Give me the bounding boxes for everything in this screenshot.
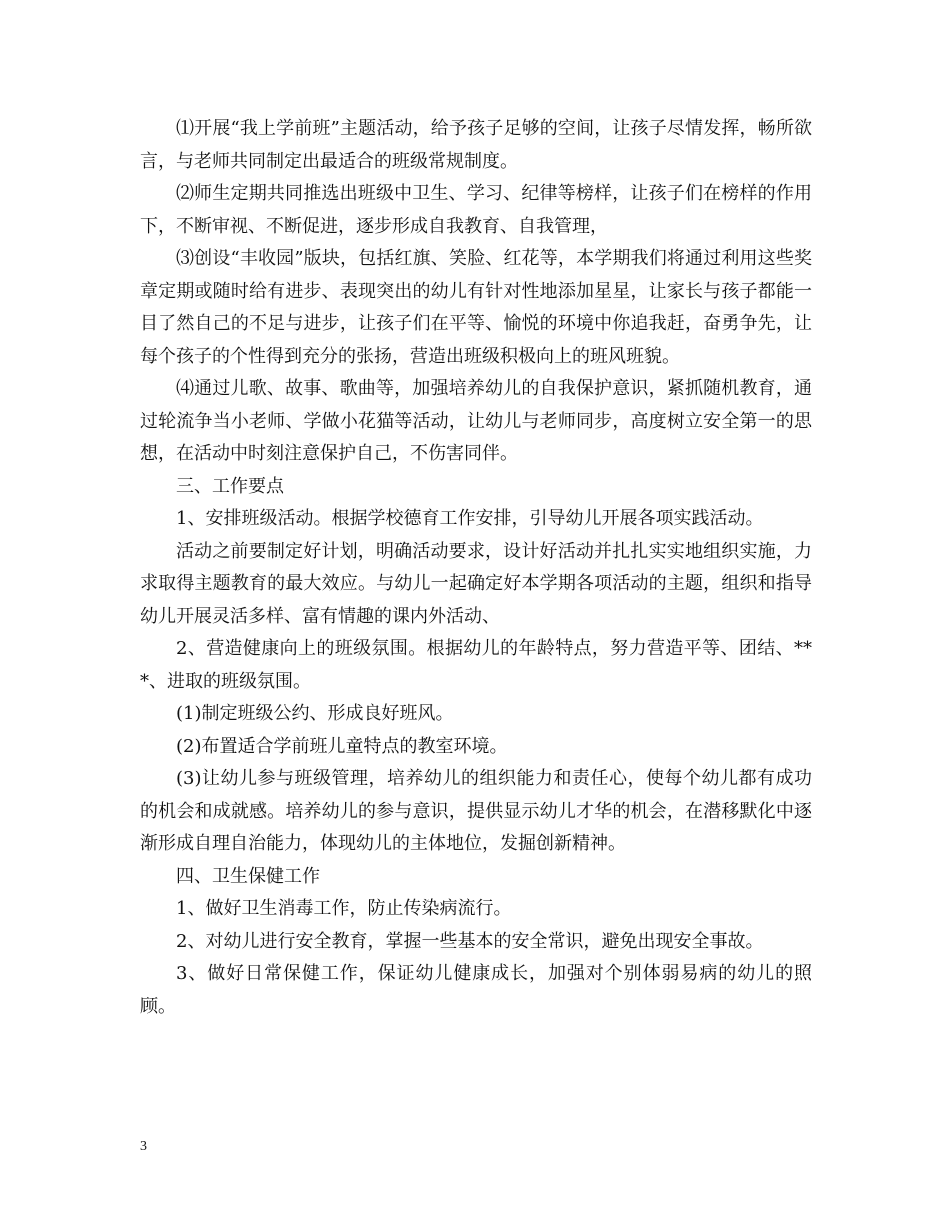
paragraph-daily-health: 3、做好日常保健工作，保证幼儿健康成长，加强对个别体弱易病的幼儿的照顾。 bbox=[140, 963, 812, 1017]
paragraph-activity-1: ⑴开展“我上学前班”主题活动，给予孩子足够的空间，让孩子尽情发挥，畅所欲言，与老师共同制定出最适合的班级常规制度。 bbox=[140, 118, 812, 172]
section-heading-health-care: 四、卫生保健工作 bbox=[176, 865, 320, 887]
paragraph-class-management: (3)让幼儿参与班级管理，培养幼儿的组织能力和责任心，使每个幼儿都有成功的机会和成就感。培养幼儿的参与意识，提供显示幼儿才华的机会，在潜移默化中逐渐形成自理自治能力，体现幼儿的主体地位，发掘创新精神。 bbox=[140, 768, 812, 854]
paragraph-activity-planning: 活动之前要制定好计划，明确活动要求，设计好活动并扎扎实实地组织实施，力求取得主题教育的最大效应。与幼儿一起确定好本学期各项活动的主题，组织和指导幼儿开展灵活多样、富有情趣的课内外活动、 bbox=[140, 540, 812, 627]
paragraph-class-convention: (1)制定班级公约、形成良好班风。 bbox=[176, 703, 454, 724]
paragraph-class-atmosphere: 2、营造健康向上的班级氛围。根据幼儿的年龄特点，努力营造平等、团结、***、进取的班级氛围。 bbox=[140, 638, 812, 692]
paragraph-class-activities: 1、安排班级活动。根据学校德育工作安排，引导幼儿开展各项实践活动。 bbox=[176, 508, 764, 529]
paragraph-safety-education: 2、对幼儿进行安全教育，掌握一些基本的安全常识，避免出现安全事故。 bbox=[176, 930, 764, 952]
paragraph-disinfection: 1、做好卫生消毒工作，防止传染病流行。 bbox=[176, 898, 512, 919]
paragraph-activity-4: ⑷通过儿歌、故事、歌曲等，加强培养幼儿的自我保护意识，紧抓随机教育，通过轮流争当小老师、学做小花猫等活动，让幼儿与老师同步，高度树立安全第一的思想，在活动中时刻注意保护自己，不伤害同伴。 bbox=[140, 378, 812, 464]
page-number: 3 bbox=[140, 1139, 147, 1154]
paragraph-activity-2: ⑵师生定期共同推选出班级中卫生、学习、纪律等榜样，让孩子们在榜样的作用下，不断审视、不断促进，逐步形成自我教育、自我管理， bbox=[140, 183, 812, 237]
paragraph-activity-3: ⑶创设“丰收园”版块，包括红旗、笑脸、红花等，本学期我们将通过利用这些奖章定期或随时给有进步、表现突出的幼儿有针对性地添加星星，让家长与孩子都能一目了然自己的不足与进步，让孩子们在平等、愉悦的环境中你追我赶，奋勇争先，让每个孩子的个性得到充分的张扬，营造出班级积极向上的班风班貌。 bbox=[140, 248, 812, 367]
section-heading-work-points: 三、工作要点 bbox=[176, 475, 284, 497]
document-body bbox=[140, 113, 812, 1023]
paragraph-classroom-environment: (2)布置适合学前班儿童特点的教室环境。 bbox=[176, 735, 508, 757]
